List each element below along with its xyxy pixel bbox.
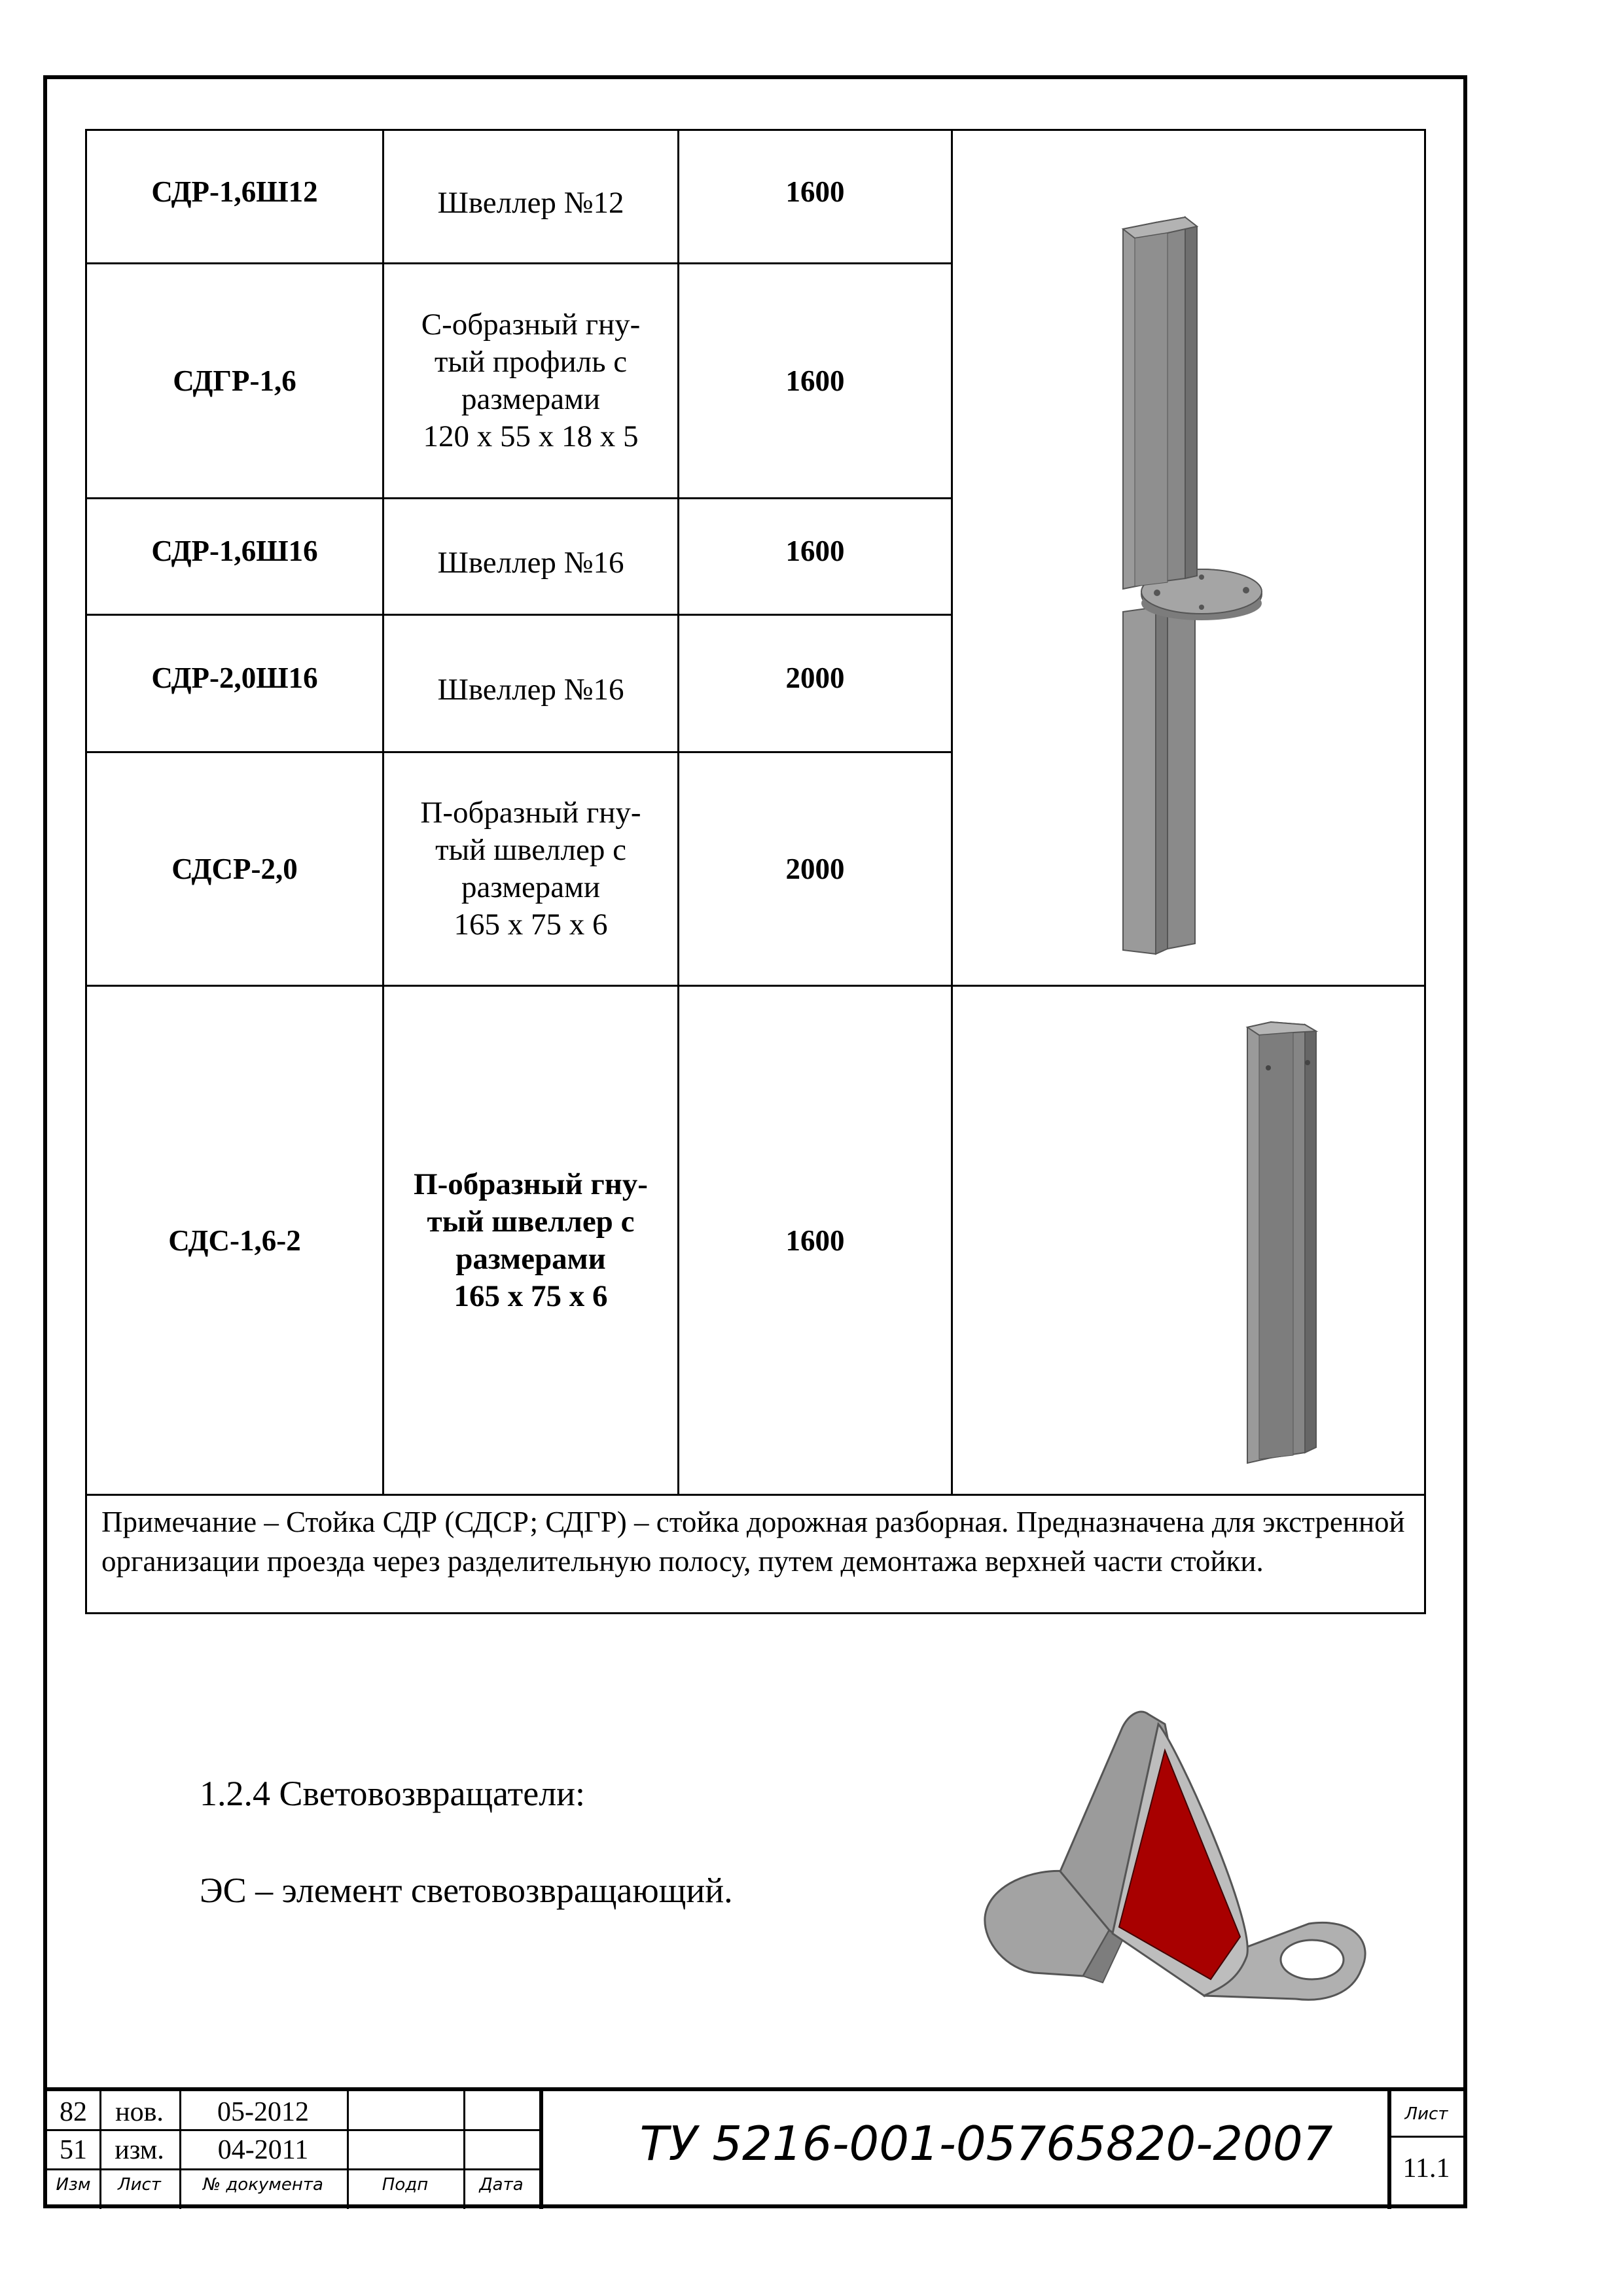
post-code: СДС-1,6-2: [86, 986, 383, 1495]
post-material: Швеллер №12: [383, 130, 679, 264]
caption-doc: № документа: [203, 2175, 323, 2195]
post-material: П-образный гну- тый швеллер с размерами 165 х 75 х 6: [383, 752, 679, 985]
post-code: СДР-1,6Ш12: [86, 130, 383, 264]
post-material: Швеллер №16: [383, 615, 679, 752]
table-row: [86, 1495, 1425, 1614]
caption-sign: Подп: [382, 2175, 429, 2195]
title-block-izm: 82: [60, 2097, 87, 2127]
caption-list: Лист: [118, 2175, 161, 2195]
table-row: [86, 130, 1425, 264]
title-block-list: нов.: [115, 2097, 164, 2127]
reflector-element-image: [969, 1708, 1374, 2009]
channel-post-with-flange-image: [959, 131, 1433, 981]
document-number: ТУ 5216-001-05765820-2007: [639, 2116, 1333, 2171]
post-material: Швеллер №16: [383, 498, 679, 614]
post-length: 1600: [679, 264, 952, 498]
sheet-number: 11.1: [1402, 2153, 1450, 2183]
posts-table: [85, 129, 1426, 1614]
title-block-list: изм.: [115, 2135, 164, 2165]
post-length: 1600: [679, 498, 952, 614]
caption-izm: Изм: [56, 2175, 91, 2195]
title-block: [47, 2087, 1463, 2205]
post-material: П-образный гну- тый швеллер с размерами 165 х 75 х 6: [383, 986, 679, 1495]
post-material: С-образный гну- тый профиль с размерами 120 х 55 х 18 х 5: [383, 264, 679, 498]
section-heading: 1.2.4 Световозвращатели:: [200, 1774, 586, 1813]
caption-date: Дата: [479, 2175, 524, 2195]
title-block-doc: 05-2012: [217, 2097, 309, 2127]
title-block-doc: 04-2011: [217, 2135, 309, 2165]
section-text: ЭС – элемент световозвращающий.: [200, 1871, 733, 1910]
channel-post-image: [959, 987, 1433, 1491]
table-note: Примечание – Стойка СДР (СДСР; СДГР) – стойка дорожная разборная. Предназначена для экстренной организации проезда через разделительную полосу, путем демонтажа верхней части стойки.: [86, 1495, 1425, 1614]
post-length: 1600: [679, 130, 952, 264]
post-length: 2000: [679, 752, 952, 985]
post-code: СДР-1,6Ш16: [86, 498, 383, 614]
post-length: 2000: [679, 615, 952, 752]
collapsible-post-image: [952, 130, 1425, 986]
title-block-izm: 51: [60, 2135, 87, 2165]
post-length: 1600: [679, 986, 952, 1495]
post-code: СДСР-2,0: [86, 752, 383, 985]
caption-sheet: Лист: [1404, 2104, 1448, 2124]
table-row: [86, 986, 1425, 1495]
solid-post-image: [952, 986, 1425, 1495]
post-code: СДГР-1,6: [86, 264, 383, 498]
post-code: СДР-2,0Ш16: [86, 615, 383, 752]
